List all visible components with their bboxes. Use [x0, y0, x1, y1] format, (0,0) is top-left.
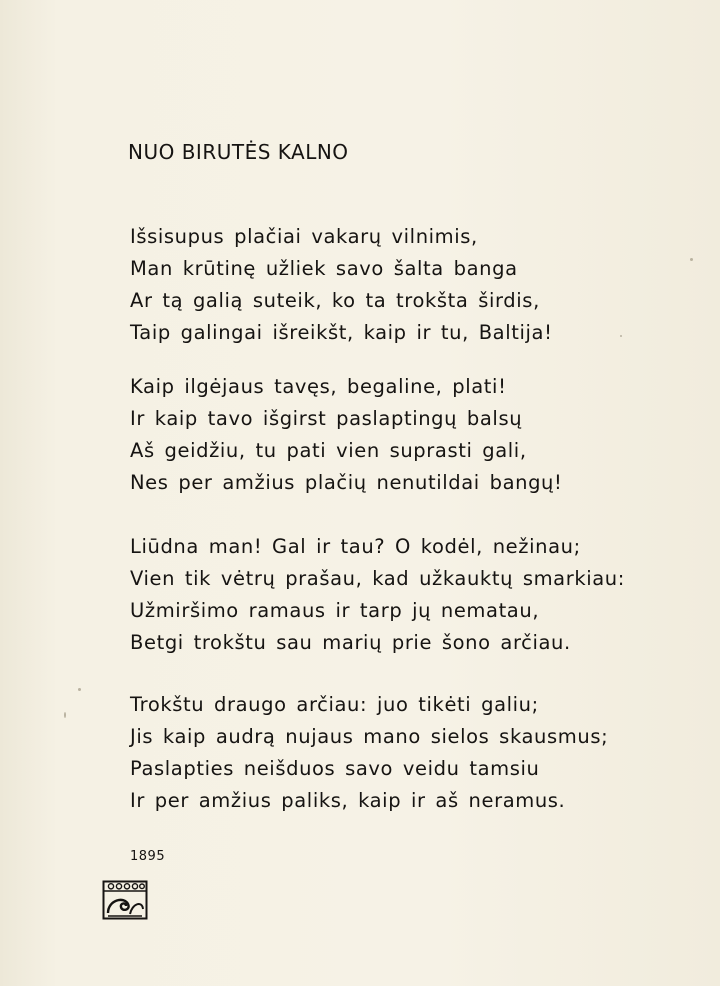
stanza-3	[130, 531, 690, 659]
poem-year: 1895	[130, 849, 166, 864]
paper-speck	[690, 258, 693, 261]
poem-line: Trokštu draugo arčiau: juo tikėti galiu;	[130, 693, 539, 716]
poem-line: Nes per amžius plačių nenutildai bangų!	[130, 471, 563, 494]
paper-speck	[64, 712, 66, 718]
poem-line: Ar tą galią suteik, ko ta trokšta širdis,	[130, 289, 540, 312]
poem-line: Liūdna man! Gal ir tau? O kodėl, nežinau;	[130, 535, 581, 558]
poem-line: Betgi trokštu sau marių prie šono arčiau.	[130, 631, 571, 654]
poem-line: Aš geidžiu, tu pati vien suprasti gali,	[130, 439, 527, 462]
poem-line: Paslapties neišduos savo veidu tamsiu	[130, 757, 540, 780]
paper-speck	[620, 335, 622, 337]
poem-line: Užmiršimo ramaus ir tarp jų nematau,	[130, 599, 540, 622]
stanza-1	[130, 221, 690, 349]
paper-speck	[78, 688, 81, 691]
poem-line: Ir per amžius paliks, kaip ir aš neramus.	[130, 789, 566, 812]
stanza-4	[130, 689, 690, 817]
poem-line: Vien tik vėtrų prašau, kad užkauktų smarkiau:	[130, 567, 625, 590]
poem-line: Ir kaip tavo išgirst paslaptingų balsų	[130, 407, 523, 430]
poem-line: Taip galingai išreikšt, kaip ir tu, Baltija!	[130, 321, 553, 344]
poem-line: Išsisupus plačiai vakarų vilnimis,	[130, 225, 478, 248]
stanza-2	[130, 371, 690, 499]
poem-line: Jis kaip audrą nujaus mano sielos skausmus;	[130, 725, 609, 748]
wave-ornament-icon	[102, 880, 148, 920]
poem-line: Man krūtinę užliek savo šalta banga	[130, 257, 518, 280]
poem-title: NUO BIRUTĖS KALNO	[128, 140, 349, 164]
poem-line: Kaip ilgėjaus tavęs, begaline, plati!	[130, 375, 507, 398]
